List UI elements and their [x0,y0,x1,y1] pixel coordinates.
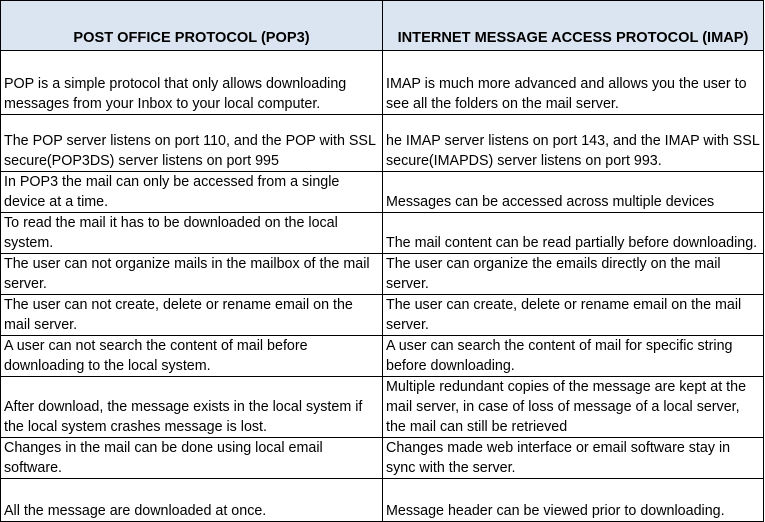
table-row [1,295,764,336]
pop3-cell: All the message are downloaded at once. [1,479,383,522]
imap-cell: A user can search the content of mail for specific string before downloading. [383,336,764,377]
imap-cell: The user can create, delete or rename email on the mail server. [383,295,764,336]
header-row [1,1,764,51]
imap-cell: The mail content can be read partially before downloading. [383,213,764,254]
pop3-cell: In POP3 the mail can only be accessed from a single device at a time. [1,172,383,213]
table-row [1,51,764,115]
header-pop3: POST OFFICE PROTOCOL (POP3) [1,1,383,51]
imap-cell: Multiple redundant copies of the message are kept at the mail server, in case of loss of message of a local server, the mail can still be retrieved [383,377,764,438]
table-row [1,438,764,479]
table-row [1,254,764,295]
imap-cell: IMAP is much more advanced and allows you the user to see all the folders on the mail server. [383,51,764,115]
pop3-cell: POP is a simple protocol that only allows downloading messages from your Inbox to your local computer. [1,51,383,115]
pop3-cell: After download, the message exists in the local system if the local system crashes message is lost. [1,377,383,438]
table-row [1,213,764,254]
pop3-cell: Changes in the mail can be done using local email software. [1,438,383,479]
table-row [1,172,764,213]
imap-cell: Changes made web interface or email software stay in sync with the server. [383,438,764,479]
imap-cell: Messages can be accessed across multiple devices [383,172,764,213]
pop3-cell: The POP server listens on port 110, and the POP with SSL secure(POP3DS) server listens on port 995 [1,115,383,172]
pop3-cell: A user can not search the content of mail before downloading to the local system. [1,336,383,377]
pop3-cell: The user can not organize mails in the mailbox of the mail server. [1,254,383,295]
pop3-cell: To read the mail it has to be downloaded on the local system. [1,213,383,254]
pop3-cell: The user can not create, delete or rename email on the mail server. [1,295,383,336]
table-row [1,336,764,377]
header-imap: INTERNET MESSAGE ACCESS PROTOCOL (IMAP) [383,1,764,51]
imap-cell: he IMAP server listens on port 143, and the IMAP with SSL secure(IMAPDS) server listens on port 993. [383,115,764,172]
table-row [1,377,764,438]
table-row [1,115,764,172]
imap-cell: Message header can be viewed prior to downloading. [383,479,764,522]
imap-cell: The user can organize the emails directly on the mail server. [383,254,764,295]
table-row [1,479,764,522]
